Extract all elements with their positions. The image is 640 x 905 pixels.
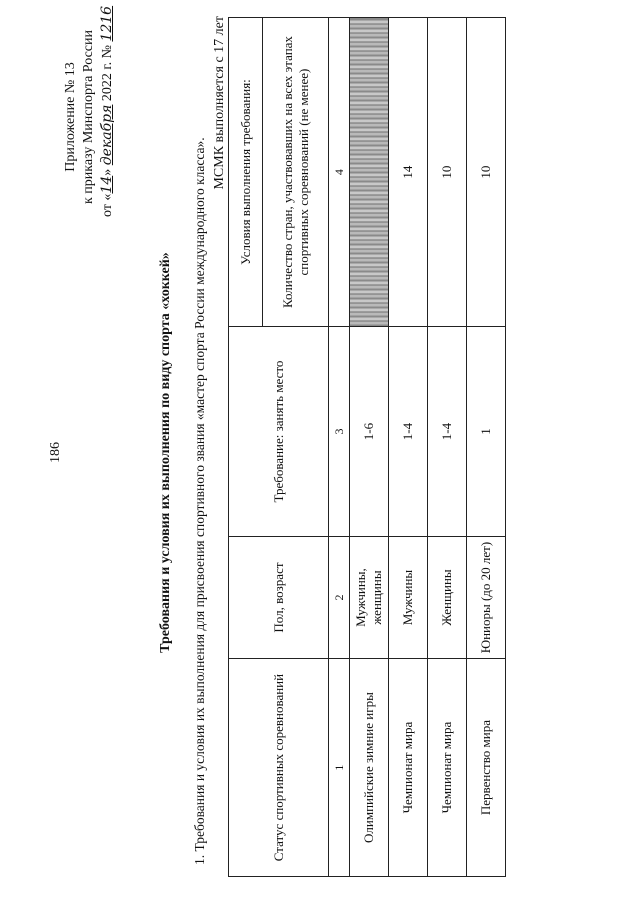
mcmk-note: МСМК выполняется с 17 лет (212, 16, 227, 190)
appendix-title: Приложение № 13 (63, 62, 78, 172)
requirements-table (228, 17, 506, 877)
order-number: 1216 (99, 5, 115, 42)
table-row (389, 18, 428, 877)
table-header-row (229, 18, 263, 877)
column-number: 4 (329, 18, 350, 327)
cell-gender-age: Юниоры (до 20 лет) (467, 536, 506, 658)
cell-place: 1-6 (350, 327, 389, 537)
date-prefix: от « (100, 193, 115, 217)
date-year: 2022 г. № (100, 41, 115, 105)
date-sep: » (100, 165, 115, 176)
intro-paragraph: 1. Требования и условия их выполнения для присвоения спортивного звания «мастер спорта России международного класса». (192, 137, 207, 865)
header-status: Статус спортивных соревнований (229, 659, 329, 877)
page-number: 186 (48, 442, 63, 463)
table-row (350, 18, 389, 877)
cell-place: 1-4 (389, 327, 428, 537)
cell-status: Первенство мира (467, 659, 506, 877)
cell-countries: 14 (389, 18, 428, 327)
cell-status: Чемпионат мира (428, 659, 467, 877)
date-month: декабря (99, 104, 115, 166)
cell-gender-age: Женщины (428, 536, 467, 658)
column-number-row (329, 18, 350, 877)
header-conditions: Условия выполнения требования: (229, 18, 263, 327)
appendix-header (62, 5, 117, 217)
table-row (467, 18, 506, 877)
header-place: Требование: занять место (229, 327, 329, 537)
cell-gender-age: Мужчины (389, 536, 428, 658)
header-gender-age: Пол, возраст (229, 536, 329, 658)
cell-status: Чемпионат мира (389, 659, 428, 877)
column-number: 3 (329, 327, 350, 537)
date-day: 14 (99, 175, 115, 194)
column-number: 2 (329, 536, 350, 658)
header-countries: Количество стран, участвовавших на всех этапах спортивных соревнований (не менее) (263, 18, 329, 327)
cell-place: 1-4 (428, 327, 467, 537)
cell-place: 1 (467, 327, 506, 537)
table-row (428, 18, 467, 877)
appendix-date-line (98, 5, 117, 217)
appendix-order-ref: к приказу Минспорта России (81, 30, 96, 204)
document-title: Требования и условия их выполнения по виду спорта «хоккей» (158, 252, 173, 653)
cell-countries: 10 (467, 18, 506, 327)
cell-gender-age: Мужчины, женщины (350, 536, 389, 658)
column-number: 1 (329, 659, 350, 877)
cell-status: Олимпийские зимние игры (350, 659, 389, 877)
cell-countries: 10 (428, 18, 467, 327)
cell-countries-redacted (350, 18, 389, 327)
